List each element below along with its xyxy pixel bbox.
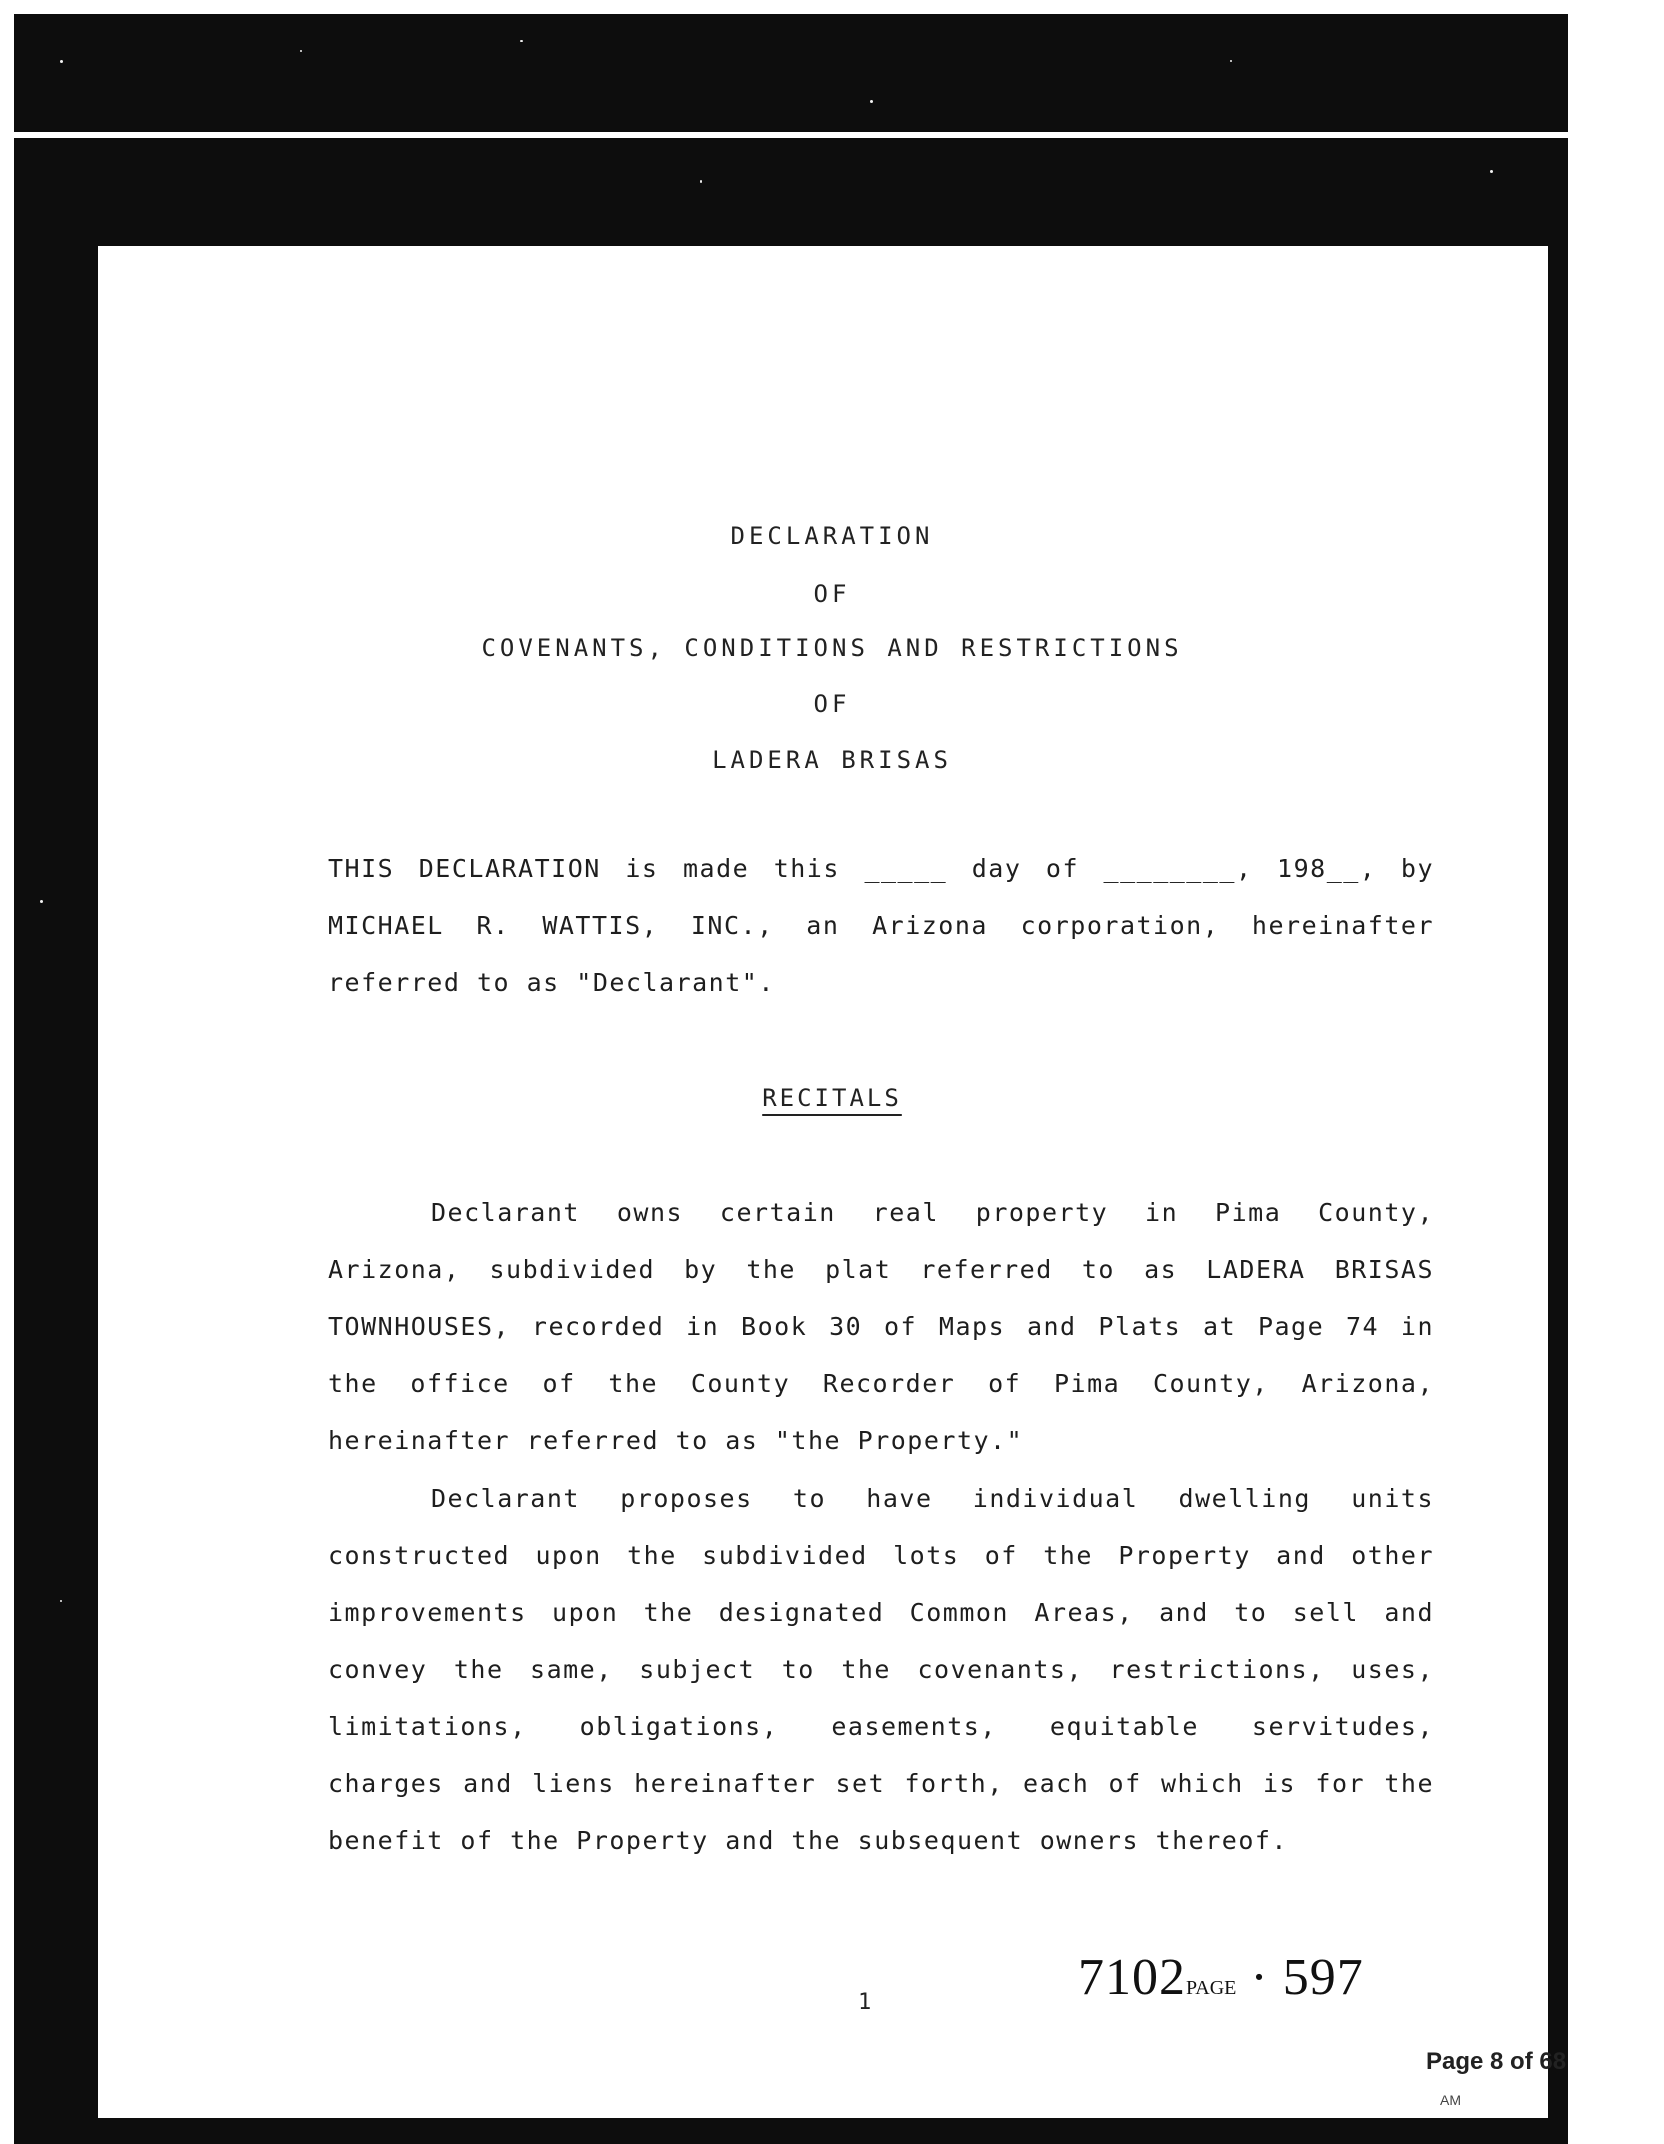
stamp-label: PAGE (1186, 1977, 1237, 1999)
title-ladera-brisas: LADERA BRISAS (712, 746, 952, 774)
title-of: OF (813, 580, 851, 608)
paragraph-line: benefit of the Property and the subsequent owners thereof. (328, 1826, 1288, 1855)
scan-noise (60, 1600, 62, 1602)
paragraph-line: Arizona, subdivided by the plat referred to as LADERA BRISAS (328, 1255, 1434, 1284)
scan-top-border (14, 14, 1568, 132)
stamp-book: 7102 (1078, 1949, 1186, 2006)
scan-noise (870, 100, 873, 103)
intro-line: referred to as "Declarant". (328, 968, 775, 997)
scan-noise (40, 900, 43, 903)
intro-line: MICHAEL R. WATTIS, INC., an Arizona corporation, hereinafter (328, 911, 1434, 940)
recording-stamp (1078, 1948, 1364, 2007)
scan-right-border (1548, 210, 1568, 2144)
paragraph-line: limitations, obligations, easements, equitable servitudes, (328, 1712, 1434, 1741)
stamp-separator: · (1236, 1949, 1283, 2006)
paragraph-line: Declarant proposes to have individual dwelling units (431, 1484, 1434, 1513)
scan-bottom-border (14, 2118, 1568, 2144)
scan-inner-top-border (98, 210, 1548, 246)
recitals-paragraph-1 (328, 1184, 1434, 1469)
scan-noise (1490, 170, 1493, 173)
paragraph-line: the office of the County Recorder of Pima County, Arizona, (328, 1369, 1434, 1398)
recitals-heading (0, 1084, 1664, 1112)
paragraph-line: constructed upon the subdivided lots of the Property and other (328, 1541, 1434, 1570)
scan-noise (300, 50, 302, 52)
page-number: 1 (858, 1990, 872, 2015)
title-of-2: OF (813, 690, 851, 718)
scan-left-border (14, 210, 98, 2144)
title-covenants: COVENANTS, CONDITIONS AND RESTRICTIONS (481, 634, 1183, 662)
scan-noise (1230, 60, 1232, 62)
stamp-page: 597 (1282, 1949, 1364, 2006)
paragraph-line: charges and liens hereinafter set forth, each of which is for the (328, 1769, 1434, 1798)
scan-top-border-lower (14, 138, 1568, 210)
page-indicator: Page 8 of 68 (1426, 2048, 1567, 2075)
scan-noise (700, 180, 702, 183)
recitals-heading-text: RECITALS (762, 1084, 902, 1112)
paragraph-line: hereinafter referred to as "the Property." (328, 1426, 1024, 1455)
recitals-paragraph-2 (328, 1470, 1434, 1869)
paragraph-line: Declarant owns certain real property in Pima County, (431, 1198, 1434, 1227)
scan-noise (520, 40, 523, 42)
title-declaration: DECLARATION (730, 522, 934, 550)
intro-paragraph (328, 840, 1434, 1011)
footer-timestamp: AM (1440, 2092, 1461, 2108)
paragraph-line: TOWNHOUSES, recorded in Book 30 of Maps and Plats at Page 74 in (328, 1312, 1434, 1341)
paragraph-line: convey the same, subject to the covenants, restrictions, uses, (328, 1655, 1434, 1684)
paragraph-line: improvements upon the designated Common Areas, and to sell and (328, 1598, 1434, 1627)
intro-line: THIS DECLARATION is made this _____ day of ________, 198__, by (328, 854, 1434, 883)
scan-noise (60, 60, 63, 63)
